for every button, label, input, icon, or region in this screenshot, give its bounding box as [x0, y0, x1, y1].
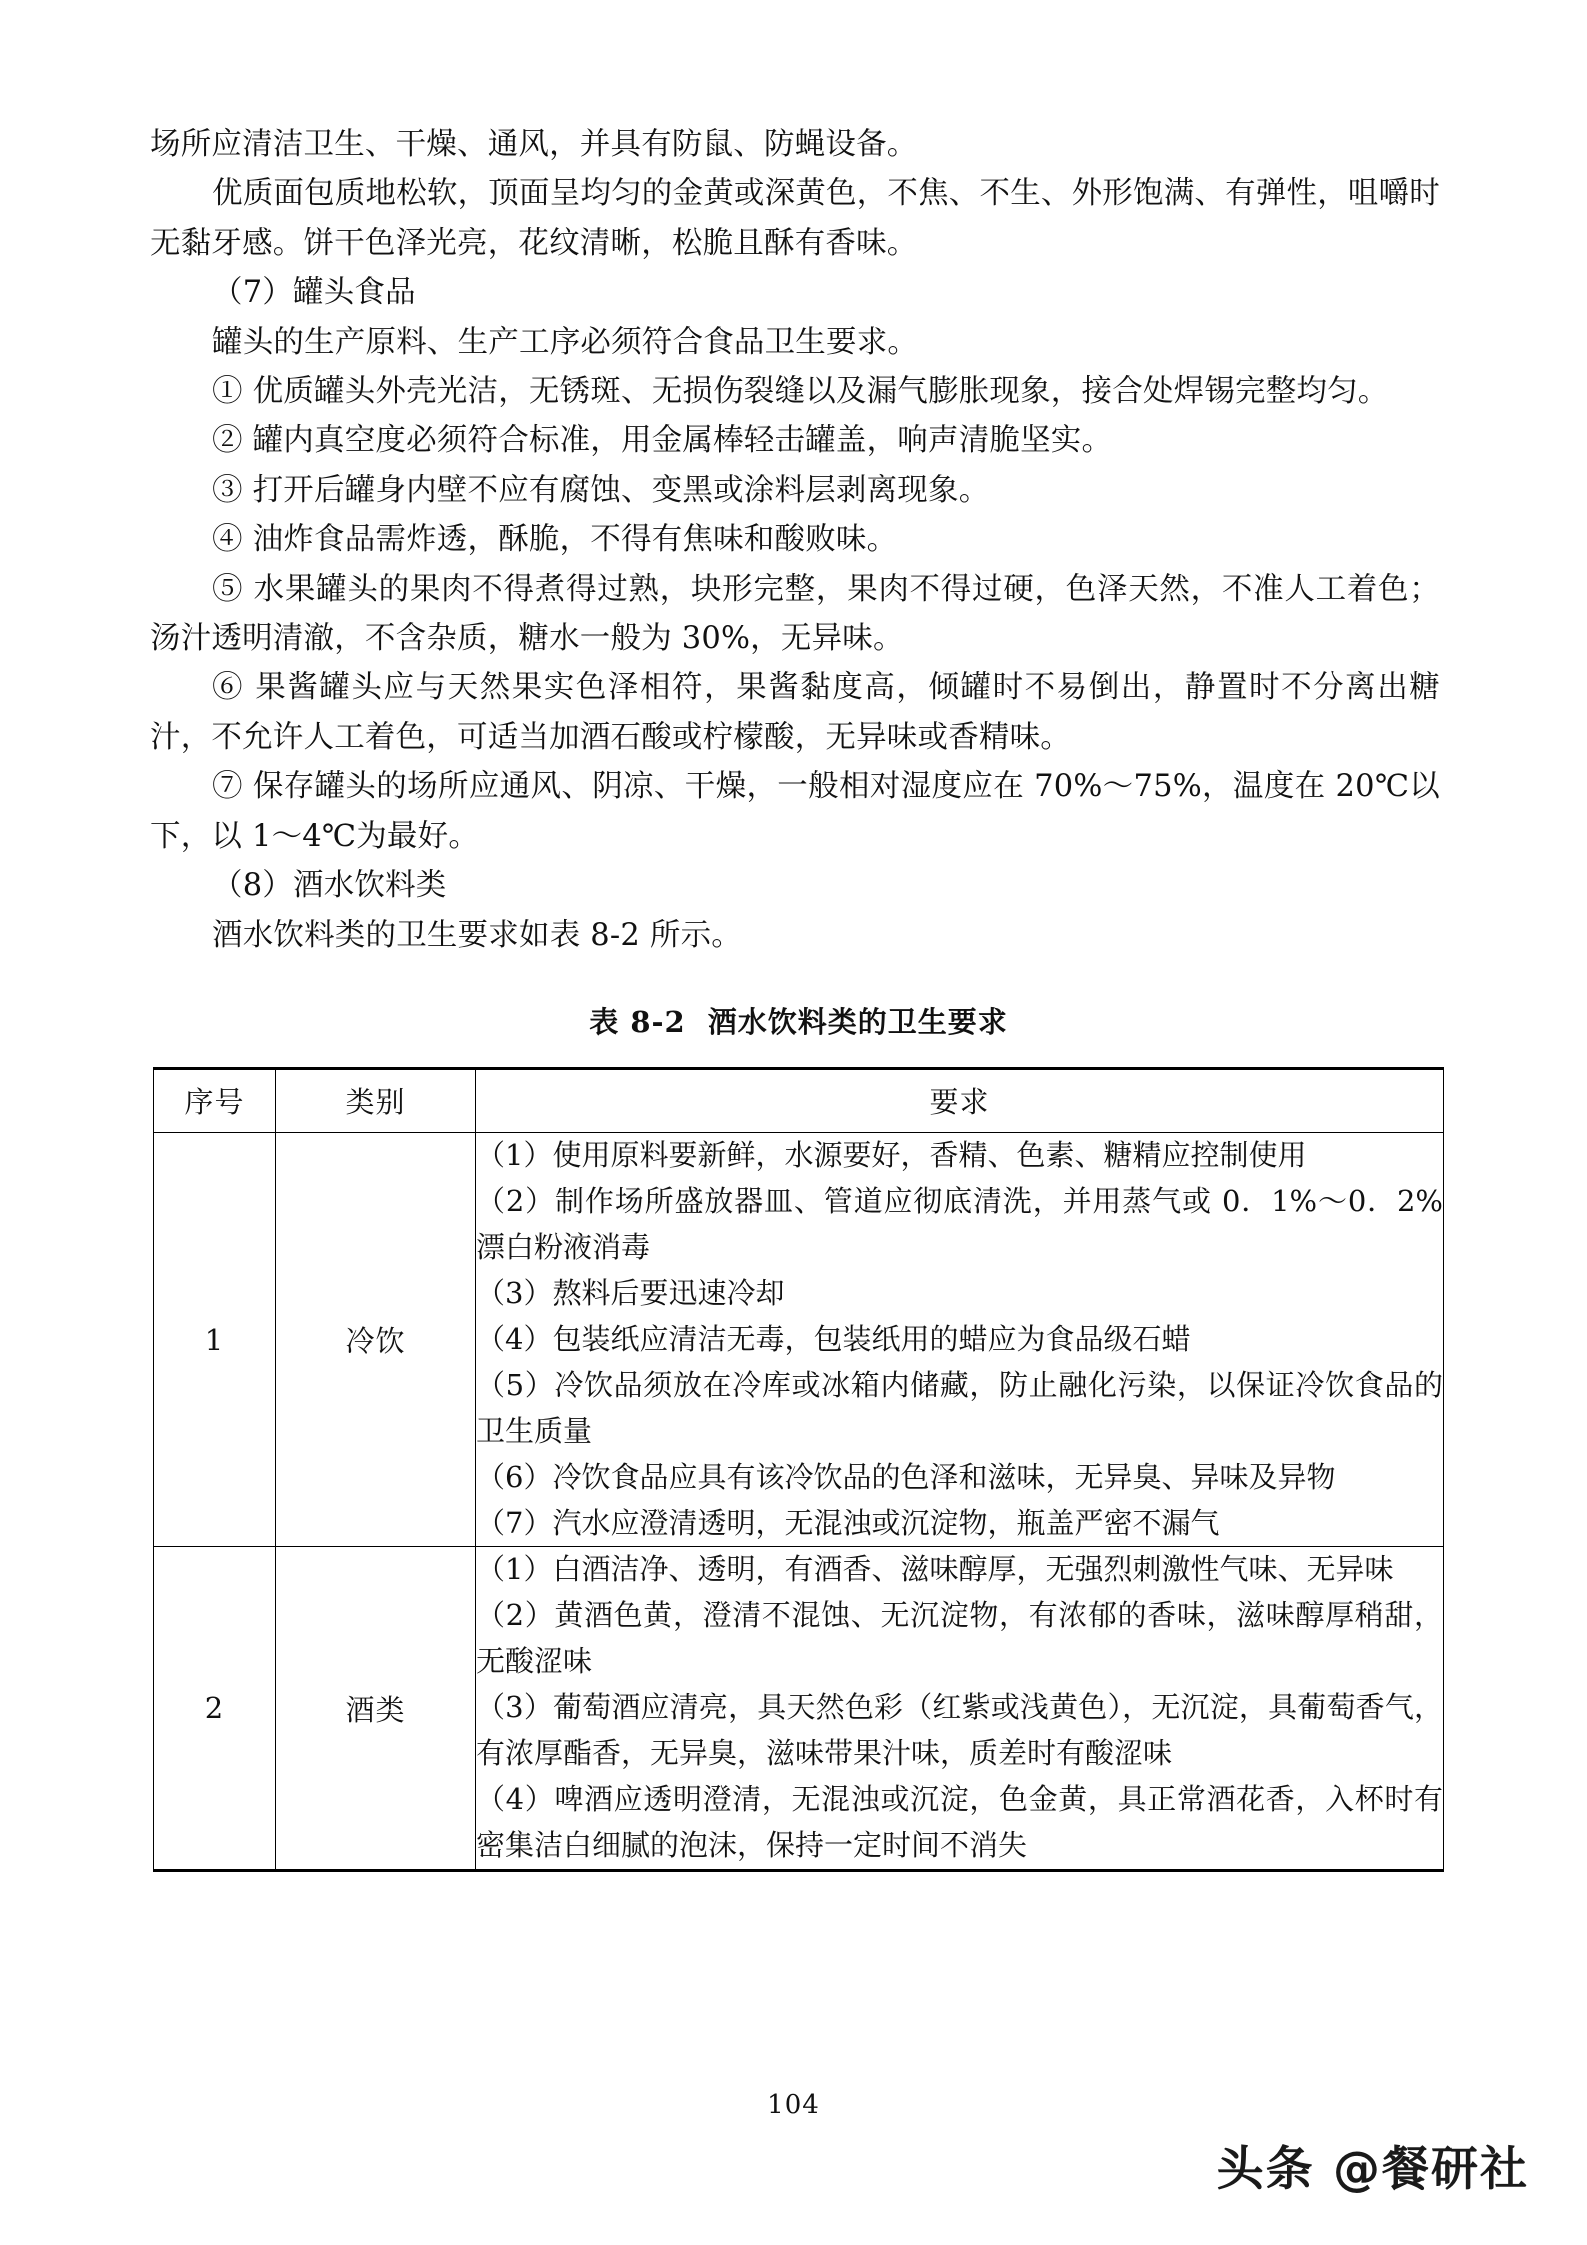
requirement-line: （1）使用原料要新鲜，水源要好，香精、色素、糖精应控制使用 [476, 1137, 1307, 1172]
cell-row2-no: 2 [154, 1547, 276, 1871]
column-header-requirement: 要求 [476, 1068, 1444, 1132]
hygiene-requirements-table [153, 1067, 1444, 1872]
requirement-line: （7）汽水应澄清透明，无混浊或沉淀物，瓶盖严密不漏气 [476, 1505, 1220, 1540]
cell-row1-no: 1 [154, 1132, 276, 1547]
heading-canned-food: （7）罐头食品 [212, 275, 416, 311]
cell-row2-category: 酒类 [276, 1547, 476, 1871]
requirement-line: （4）啤酒应透明澄清，无混浊或沉淀，色金黄，具正常酒花香，入杯时有密集洁白细腻的泡沫，保持一定时间不消失 [476, 1782, 1443, 1863]
paragraph-bread-quality: 优质面包质地松软，顶面呈均匀的金黄或深黄色，不焦、不生、外形饱满、有弹性，咀嚼时无黏牙感。饼干色泽光亮，花纹清晰，松脆且酥有香味。 [150, 176, 1440, 261]
column-header-no: 序号 [154, 1068, 276, 1132]
requirement-line: （2）制作场所盛放器皿、管道应彻底清洗，并用蒸气或 0．1%～0．2%漂白粉液消毒 [476, 1183, 1443, 1264]
cell-row1-category: 冷饮 [276, 1132, 476, 1547]
paragraph-storage-hygiene: 场所应清洁卫生、干燥、通风，并具有防鼠、防蝇设备。 [150, 127, 918, 162]
requirement-line: （3）熬料后要迅速冷却 [476, 1275, 785, 1310]
paragraph-beverages-intro: 酒水饮料类的卫生要求如表 8-2 所示。 [212, 917, 743, 953]
requirement-line: （3）葡萄酒应清亮，具天然色彩（红紫或浅黄色），无沉淀，具葡萄香气，有浓厚酯香，无异臭，滋味带果汁味，质差时有酸涩味 [476, 1690, 1443, 1771]
list-item-canned-1: ① 优质罐头外壳光洁，无锈斑、无损伤裂缝以及漏气膨胀现象，接合处焊锡完整均匀。 [212, 374, 1389, 410]
list-item-canned-5: ⑤ 水果罐头的果肉不得煮得过熟，块形完整，果肉不得过硬，色泽天然，不准人工着色；汤汁透明清澈，不含杂质，糖水一般为 30%，无异味。 [150, 571, 1440, 657]
heading-beverages: （8）酒水饮料类 [212, 868, 447, 904]
requirement-line: （5）冷饮品须放在冷库或冰箱内储藏，防止融化污染，以保证冷饮食品的卫生质量 [476, 1367, 1443, 1448]
table-caption-number: 表 8-2 [589, 1004, 686, 1039]
list-item-canned-3: ③ 打开后罐身内壁不应有腐蚀、变黑或涂料层剥离现象。 [212, 472, 990, 508]
table-row [154, 1547, 1444, 1871]
list-item-canned-6: ⑥ 果酱罐头应与天然果实色泽相符，果酱黏度高，倾罐时不易倒出，静置时不分离出糖汁，不允许人工着色，可适当加酒石酸或柠檬酸，无异味或香精味。 [150, 670, 1440, 755]
table-caption [150, 1000, 1447, 1041]
requirement-line: （6）冷饮食品应具有该冷饮品的色泽和滋味，无异臭、异味及异物 [476, 1459, 1336, 1494]
table-caption-title: 酒水饮料类的卫生要求 [707, 1004, 1008, 1039]
cell-row1-requirements [476, 1132, 1444, 1547]
body-text-block [150, 120, 1440, 960]
watermark: 头条 @餐研社 [1216, 2142, 1529, 2197]
list-item-canned-2: ② 罐内真空度必须符合标准，用金属棒轻击罐盖，响声清脆坚实。 [212, 423, 1113, 459]
paragraph-canned-intro: 罐头的生产原料、生产工序必须符合食品卫生要求。 [212, 324, 919, 360]
table-row [154, 1132, 1444, 1547]
table-header-row [154, 1068, 1444, 1132]
requirement-line: （2）黄酒色黄，澄清不混蚀、无沉淀物，有浓郁的香味，滋味醇厚稍甜，无酸涩味 [476, 1598, 1443, 1679]
page-number: 104 [767, 2090, 820, 2120]
column-header-category: 类别 [276, 1068, 476, 1132]
list-item-canned-4: ④ 油炸食品需炸透，酥脆，不得有焦味和酸败味。 [212, 522, 898, 558]
requirement-line: （1）白酒洁净、透明，有酒香、滋味醇厚，无强烈刺激性气味、无异味 [476, 1552, 1394, 1587]
cell-row2-requirements [476, 1547, 1444, 1871]
requirement-line: （4）包装纸应清洁无毒，包装纸用的蜡应为食品级石蜡 [476, 1321, 1191, 1356]
list-item-canned-7: ⑦ 保存罐头的场所应通风、阴凉、干燥，一般相对湿度应在 70%～75%，温度在 20℃以下，以 1～4℃为最好。 [150, 769, 1440, 854]
